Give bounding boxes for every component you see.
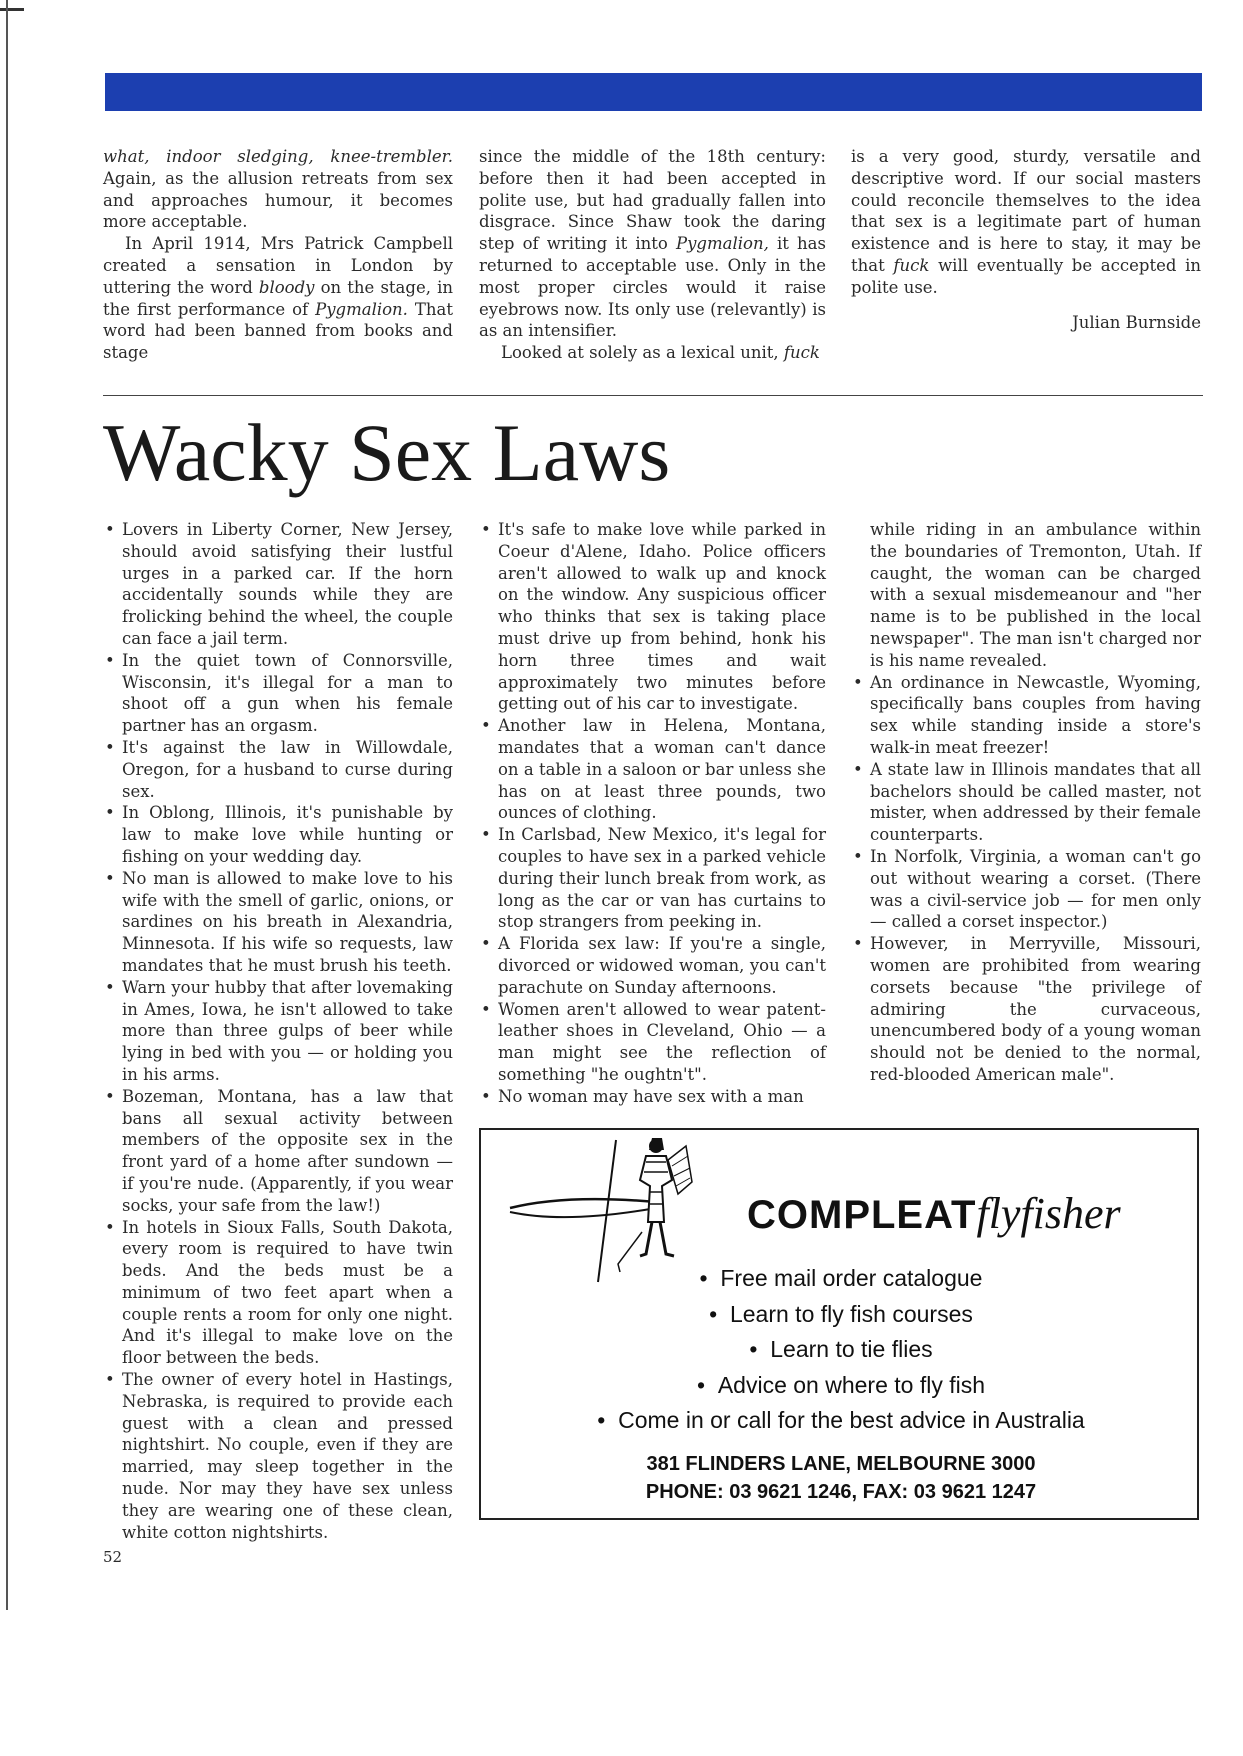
laws-column-3	[851, 519, 1201, 1086]
emphasis-text: bloody	[258, 277, 315, 297]
text: since the middle of the 18th century: before then it had been accepted in polite use, but had gradually fallen into disgrace. Since Shaw took the daring step of writing it into	[479, 147, 826, 254]
ad-phone: PHONE: 03 9621 1246, FAX: 03 9621 1247	[645, 1481, 1037, 1503]
corner-crop-mark	[0, 8, 24, 11]
law-list-item: • In hotels in Sioux Falls, South Dakota, every room is required to have twin beds. And the beds must be a minimum of two feet apart when a couple rents a room for only one night. And it's illegal to make love on the floor between the beds.	[103, 1217, 453, 1370]
ad-bullet-list	[481, 1261, 1201, 1439]
text: is a very good, sturdy, versatile and descriptive word. If our social masters could reconcile themselves to the idea that sex is a legitimate part of human existence and is here to stay, it may be that	[851, 147, 1201, 275]
law-list-item: • No woman may have sex with a man	[479, 1086, 826, 1108]
law-list-item: • A state law in Illinois mandates that all bachelors should be called master, not mister, when addressed by their female counterparts.	[851, 759, 1201, 846]
page-edge-rule	[6, 0, 8, 1610]
law-list-item: • Women aren't allowed to wear patent-leather shoes in Cleveland, Ohio — a man might see the reflection of something "he oughtn't".	[479, 999, 826, 1086]
law-list-item: • It's against the law in Willowdale, Oregon, for a husband to curse during sex.	[103, 737, 453, 802]
brand-logo	[747, 1188, 1121, 1239]
ad-bullet-item: • Learn to tie flies	[481, 1332, 1201, 1368]
text: In April 1914, Mrs Patrick Campbell created a sensation in London by uttering the word	[103, 234, 453, 297]
text: Again, as the allusion retreats from sex and approaches humour, it becomes more acceptable.	[103, 168, 453, 232]
text: on the stage, in the first performance of	[103, 277, 453, 319]
paragraph	[479, 146, 826, 342]
brand-name-bold: COMPLEAT	[747, 1193, 977, 1237]
emphasis-text: fuck	[893, 255, 930, 275]
text: will eventually be accepted in polite use.	[851, 255, 1201, 297]
law-list-item: • Lovers in Liberty Corner, New Jersey, should avoid satisfying their lustful urges in a parked car. If the horn accidentally sounds while they are frolicking behind the wheel, the couple can face a jail term.	[103, 519, 453, 650]
paragraph	[103, 233, 453, 364]
emphasis-text: what, indoor sledging, knee-trembler.	[103, 147, 453, 166]
top-column-1	[103, 146, 453, 364]
section-divider	[103, 395, 1203, 396]
top-column-2	[479, 146, 826, 364]
paragraph	[479, 342, 826, 364]
page-number: 52	[103, 1548, 123, 1566]
text: That word had been banned from books and stage	[103, 299, 453, 363]
law-list-item: • Warn your hubby that after lovemaking in Ames, Iowa, he isn't allowed to take more than three gulps of beer while lying in bed with you — or holding you in his arms.	[103, 977, 453, 1086]
list-item-continuation: while riding in an ambulance within the boundaries of Tremonton, Utah. If caught, the woman can be charged with a sexual misdemeanour and "her name is to be published in the local newspaper". The man isn't charged nor is his name revealed.	[870, 520, 1201, 670]
laws-column-2	[479, 519, 826, 1108]
law-list-item: • However, in Merryville, Missouri, women are prohibited from wearing corsets because "the privilege of admiring the curvaceous, unencumbered body of a young woman should not be denied to the normal, red-blooded American male".	[851, 933, 1201, 1086]
top-column-3	[851, 146, 1201, 333]
laws-list	[103, 519, 453, 1543]
laws-column-1	[103, 519, 453, 1543]
ad-address: 381 FLINDERS LANE, MELBOURNE 3000	[646, 1453, 1036, 1475]
ad-bullet-item: • Come in or call for the best advice in Australia	[481, 1403, 1201, 1439]
law-list-item: • No man is allowed to make love to his wife with the smell of garlic, onions, or sardines on his breath in Alexandria, Minnesota. If his wife so requests, law mandates that he must brush his teeth.	[103, 868, 453, 977]
emphasis-text: Pygmalion,	[676, 234, 769, 254]
emphasis-text: fuck	[783, 343, 820, 363]
law-list-item: • The owner of every hotel in Hastings, Nebraska, is required to provide each guest with a clean and pressed nightshirt. No couple, even if they are married, may sleep together in the nude. Nor may they have sex unless they are wearing one of these clean, white cotton nightshirts.	[103, 1369, 453, 1543]
text: Looked at solely as a lexical unit,	[501, 343, 784, 363]
text: it has returned to acceptable use. Only in the most proper circles would it raise eyebrows now. Its only use (relevantly) is as an intensifier.	[479, 234, 826, 341]
laws-list	[851, 672, 1201, 1086]
law-list-item: • An ordinance in Newcastle, Wyoming, specifically bans couples from having sex while standing inside a store's walk-in meat freezer!	[851, 672, 1201, 759]
law-list-item: • In Oblong, Illinois, it's punishable by law to make love while hunting or fishing on your wedding day.	[103, 802, 453, 867]
article-title: Wacky Sex Laws	[103, 407, 671, 498]
law-list-item: • Another law in Helena, Montana, mandates that a woman can't dance on a table in a saloon or bar unless she has on at least three pounds, two ounces of clothing.	[479, 715, 826, 824]
law-list-item: • In Carlsbad, New Mexico, it's legal for couples to have sex in a parked vehicle during their lunch break from work, as long as the car or van has curtains to stop strangers from peeking in.	[479, 824, 826, 933]
ad-bullet-item: • Advice on where to fly fish	[481, 1368, 1201, 1404]
paragraph	[851, 146, 1201, 299]
law-list-item: • Bozeman, Montana, has a law that bans all sexual activity between members of the opposite sex in the front yard of a home after sundown — if you're nude. (Apparently, if you wear socks, your safe from the law!)	[103, 1086, 453, 1217]
author-signature: Julian Burnside	[1072, 312, 1201, 332]
emphasis-text: Pygmalion.	[315, 299, 408, 319]
law-list-item: • A Florida sex law: If you're a single, divorced or widowed woman, you can't parachute on Sunday afternoons.	[479, 933, 826, 998]
law-list-item: • It's safe to make love while parked in Coeur d'Alene, Idaho. Police officers aren't allowed to walk up and knock on the window. Any suspicious officer who thinks that sex is taking place must drive up from behind, honk his horn three times and wait approximately two minutes before getting out of his car to investigate.	[479, 519, 826, 715]
brand-name-script: flyfisher	[976, 1189, 1121, 1238]
laws-list	[479, 519, 826, 1108]
paragraph	[103, 146, 453, 233]
law-list-item: • In the quiet town of Connorsville, Wisconsin, it's illegal for a man to shoot off a gun when his female partner has an orgasm.	[103, 650, 453, 737]
header-color-bar	[105, 73, 1202, 111]
ad-bullet-item: • Learn to fly fish courses	[481, 1297, 1201, 1333]
law-list-item: • In Norfolk, Virginia, a woman can't go out without wearing a corset. (There was a civil-service job — for men only — called a corset inspector.)	[851, 846, 1201, 933]
ad-bullet-item: • Free mail order catalogue	[481, 1261, 1201, 1297]
advertisement-box	[479, 1128, 1199, 1520]
